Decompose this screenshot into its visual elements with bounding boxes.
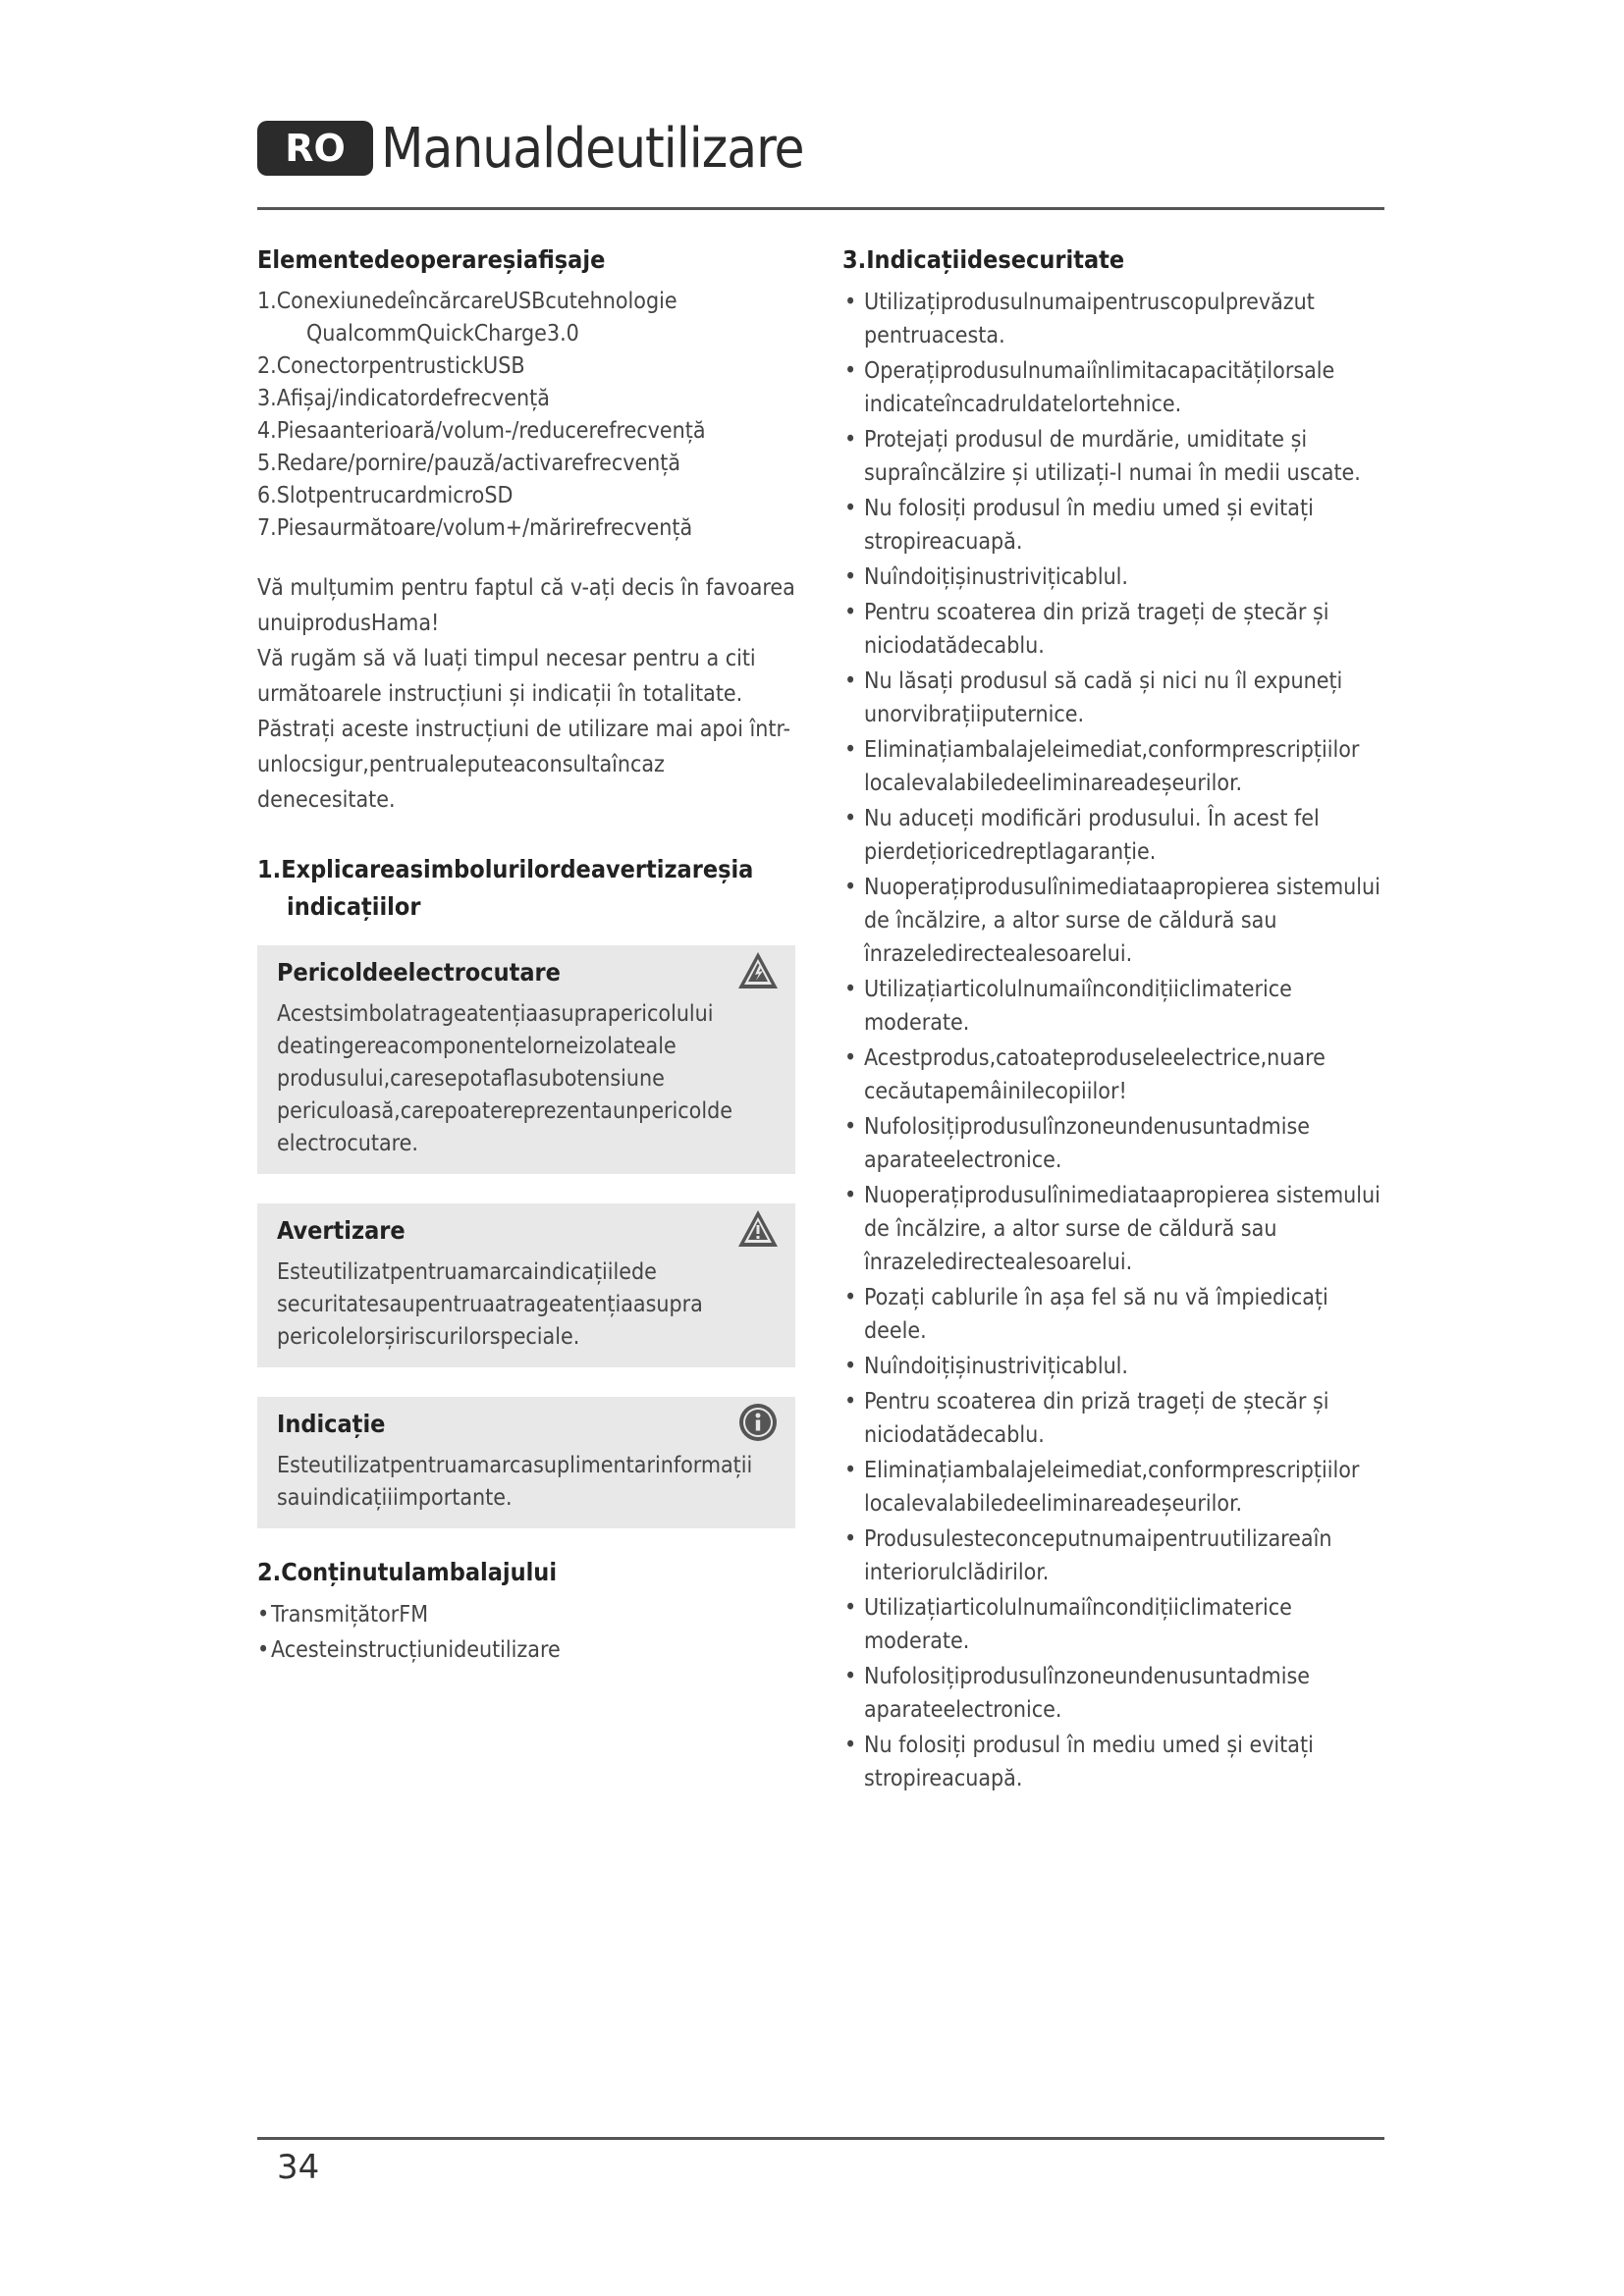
list-item: • Nufolosițiprodusulînzoneundenusuntadmise aparateelectronice. bbox=[842, 1660, 1392, 1727]
language-badge: RO bbox=[257, 121, 373, 176]
list-item: • Pentru scoaterea din priză trageți de ștecăr și niciodatădecablu. bbox=[842, 596, 1392, 663]
note-box bbox=[257, 1397, 795, 1528]
danger-title: Pericoldeelectrocutare bbox=[277, 958, 561, 987]
list-item: 7.Piesaurmătoare/volum+/mărirefrecvență bbox=[257, 515, 693, 541]
elements-title: Elementedeoperareșiafișaje bbox=[257, 245, 606, 274]
right-column bbox=[842, 245, 1392, 1797]
warning-title: Avertizare bbox=[277, 1216, 406, 1245]
list-item: • Utilizațiarticolulnumaiîncondițiiclimaterice moderate. bbox=[842, 1591, 1392, 1658]
danger-box bbox=[257, 945, 795, 1174]
list-item: 3.Afișaj/indicatordefrecvență bbox=[257, 386, 550, 411]
intro-text bbox=[257, 570, 795, 818]
info-circle-icon bbox=[736, 1401, 780, 1444]
list-item: • Nufolosițiprodusulînzoneundenusuntadmise aparateelectronice. bbox=[842, 1110, 1392, 1177]
list-item: • Utilizațiprodusulnumaipentruscopulprevăzut pentruacesta. bbox=[842, 286, 1392, 352]
elements-list bbox=[257, 286, 795, 545]
intro-paragraph: Păstrați aceste instrucțiuni de utilizare mai apoi într-unlocsigur,pentrualeputeaconsultaîncaz denecesitate. bbox=[257, 717, 790, 813]
list-item: 4.Piesaanterioară/volum-/reducerefrecvență bbox=[257, 418, 706, 444]
safety-list bbox=[842, 286, 1392, 1795]
page-header bbox=[257, 116, 804, 181]
list-item: • Pozați cablurile în așa fel să nu vă împiedicați deele. bbox=[842, 1281, 1392, 1348]
list-item: • Eliminațiambalajeleimediat,conformprescripțiilor localevalabiledeeliminareadeșeurilor. bbox=[842, 1454, 1392, 1521]
footer-divider bbox=[257, 2137, 1384, 2140]
warning-triangle-icon bbox=[736, 1207, 780, 1251]
list-item: 5.Redare/pornire/pauză/activarefrecvență bbox=[257, 451, 681, 476]
list-item: • Nu folosiți produsul în mediu umed și evitați stropireacuapă. bbox=[842, 492, 1392, 559]
warning-box bbox=[257, 1203, 795, 1367]
list-item: • Produsulesteconceputnumaipentruutilizareaîn interiorulclădirilor. bbox=[842, 1522, 1392, 1589]
danger-text: Acestsimbolatrageatențiaasuprapericolului deatingereacomponentelorneizolateale produsului,caresepotaflasubotensiune periculoasă,carepoatereprezentaunpericolde electrocutare. bbox=[277, 1001, 732, 1156]
warning-triangle-icon bbox=[736, 949, 780, 992]
list-item: • Nu folosiți produsul în mediu umed și evitați stropireacuapă. bbox=[842, 1729, 1392, 1795]
intro-paragraph: Vă rugăm să vă luați timpul necesar pentru a citi următoarele instrucțiuni și indicații în totalitate. bbox=[257, 646, 756, 707]
intro-paragraph: Vă mulțumim pentru faptul că v-ați decis în favoarea unuiprodusHama! bbox=[257, 575, 795, 636]
page-number: 34 bbox=[277, 2148, 320, 2187]
left-column bbox=[257, 245, 795, 1669]
list-item: • TransmițătorFM bbox=[257, 1598, 795, 1631]
list-item: 1.ConexiunedeîncărcareUSBcutehnologie QualcommQuickCharge3.0 bbox=[257, 289, 677, 347]
note-title: Indicație bbox=[277, 1410, 386, 1438]
header-divider bbox=[257, 207, 1384, 210]
list-item: 2.ConectorpentrustickUSB bbox=[257, 353, 525, 379]
list-item: • Operațiprodusulnumaiînlimitacapacitățilorsale indicateîncadruldatelortehnice. bbox=[842, 354, 1392, 421]
list-item: • Acesteinstrucțiunideutilizare bbox=[257, 1633, 795, 1667]
list-item: • Nu aduceți modificări produsului. În acest fel pierdețioricedreptlagaranție. bbox=[842, 802, 1392, 869]
section-1-title: 1.Explicareasimbolurilordeavertizareșia indicațiilor bbox=[257, 855, 754, 921]
list-item: • Nuîndoițișinustrivițicablul. bbox=[842, 561, 1392, 594]
section-2-title: 2.Conținutulambalajului bbox=[257, 1558, 558, 1586]
list-item: • Acestprodus,catoateproduseleelectrice,nuare cecăutapemâinilecopiilor! bbox=[842, 1041, 1392, 1108]
list-item: • Nu lăsați produsul să cadă și nici nu îl expuneți unorvibrațiiputernice. bbox=[842, 665, 1392, 731]
list-item: • Nuoperațiprodusulînimediataapropierea sistemului de încălzire, a altor surse de căldură sau înrazeledirectealesoarelui. bbox=[842, 871, 1392, 971]
list-item: • Pentru scoaterea din priză trageți de ștecăr și niciodatădecablu. bbox=[842, 1385, 1392, 1452]
list-item: • Nuîndoițișinustrivițicablul. bbox=[842, 1350, 1392, 1383]
contents-list bbox=[257, 1598, 795, 1667]
list-item: • Eliminațiambalajeleimediat,conformprescripțiilor localevalabiledeeliminareadeșeurilor. bbox=[842, 733, 1392, 800]
list-item: 6.SlotpentrucardmicroSD bbox=[257, 483, 514, 508]
warning-text: Esteutilizatpentruamarcaindicațiilede securitatesaupentruaatrageatențiaasupra pericolelorșiriscurilorspeciale. bbox=[277, 1259, 703, 1350]
page-title: Manualdeutilizare bbox=[381, 116, 804, 181]
note-text: Esteutilizatpentruamarcasuplimentarinformații sauindicațiiimportante. bbox=[277, 1453, 753, 1511]
list-item: • Utilizațiarticolulnumaiîncondițiiclimaterice moderate. bbox=[842, 973, 1392, 1040]
list-item: • Protejați produsul de murdărie, umiditate și supraîncălzire și utilizați-l numai în medii uscate. bbox=[842, 423, 1392, 490]
list-item: • Nuoperațiprodusulînimediataapropierea sistemului de încălzire, a altor surse de căldură sau înrazeledirectealesoarelui. bbox=[842, 1179, 1392, 1279]
section-3-title: 3.Indicațiidesecuritate bbox=[842, 245, 1125, 274]
